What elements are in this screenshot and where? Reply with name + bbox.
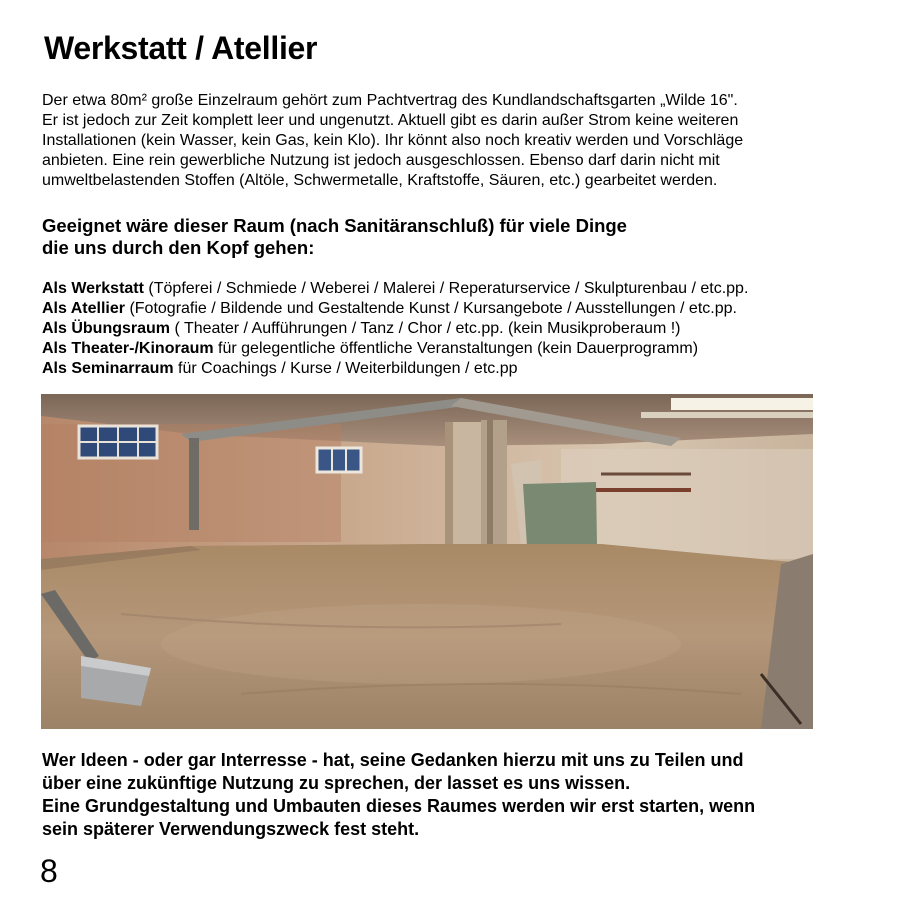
page-number: 8 xyxy=(40,853,58,889)
usage-item-atellier xyxy=(42,299,748,319)
intro-line: Er ist jedoch zur Zeit komplett leer und ungenutzt. Aktuell gibt es darin außer Strom keine weiteren xyxy=(42,112,739,129)
intro-line: umweltbelastenden Stoffen (Altöle, Schwermetalle, Kraftstoffe, Säuren, etc.) gearbeitet werden. xyxy=(42,172,718,189)
usage-label: Als Werkstatt xyxy=(42,280,144,297)
usage-text: für gelegentliche öffentliche Veranstaltungen (kein Dauerprogramm) xyxy=(213,340,699,357)
usage-label: Als Theater-/Kinoraum xyxy=(42,340,214,357)
closing-line: sein späterer Verwendungszweck fest steht. xyxy=(42,819,420,839)
subheading-line: Geeignet wäre dieser Raum (nach Sanitäranschluß) für viele Dinge xyxy=(42,215,627,236)
intro-line: Der etwa 80m² große Einzelraum gehört zum Pachtvertrag des Kundlandschaftsgarten „Wilde 16". xyxy=(42,92,738,109)
intro-line: anbieten. Eine rein gewerbliche Nutzung ist jedoch ausgeschlossen. Ebenso darf darin nicht mit xyxy=(42,152,720,169)
section-subheading xyxy=(42,215,627,259)
usage-item-theater-kinoraum xyxy=(42,339,748,359)
usage-text: (Fotografie / Bildende und Gestaltende Kunst / Kursangebote / Ausstellungen / etc.pp. xyxy=(125,300,737,317)
subheading-line: die uns durch den Kopf gehen: xyxy=(42,237,315,258)
closing-line: über eine zukünftige Nutzung zu sprechen, der lasset es uns wissen. xyxy=(42,773,631,793)
usage-text: für Coachings / Kurse / Weiterbildungen / etc.pp xyxy=(173,360,518,377)
usage-list xyxy=(42,279,748,379)
workshop-room-photo xyxy=(41,394,813,729)
closing-line: Wer Ideen - oder gar Interresse - hat, seine Gedanken hierzu mit uns zu Teilen und xyxy=(42,750,744,770)
usage-item-seminarraum xyxy=(42,359,748,379)
usage-item-werkstatt xyxy=(42,279,748,299)
usage-label: Als Atellier xyxy=(42,300,125,317)
intro-paragraph xyxy=(42,91,832,191)
page-title: Werkstatt / Atellier xyxy=(44,30,318,66)
closing-line: Eine Grundgestaltung und Umbauten dieses Raumes werden wir erst starten, wenn xyxy=(42,796,756,816)
closing-paragraph xyxy=(42,749,755,841)
usage-label: Als Übungsraum xyxy=(42,320,171,337)
usage-item-uebungsraum xyxy=(42,319,748,339)
intro-line: Installationen (kein Wasser, kein Gas, kein Klo). Ihr könnt also noch kreativ werden und Vorschläge xyxy=(42,132,744,149)
usage-label: Als Seminarraum xyxy=(42,360,174,377)
usage-text: ( Theater / Aufführungen / Tanz / Chor / etc.pp. (kein Musikproberaum !) xyxy=(170,320,681,337)
usage-text: (Töpferei / Schmiede / Weberei / Malerei / Reperaturservice / Skulpturenbau / etc.pp. xyxy=(143,280,749,297)
